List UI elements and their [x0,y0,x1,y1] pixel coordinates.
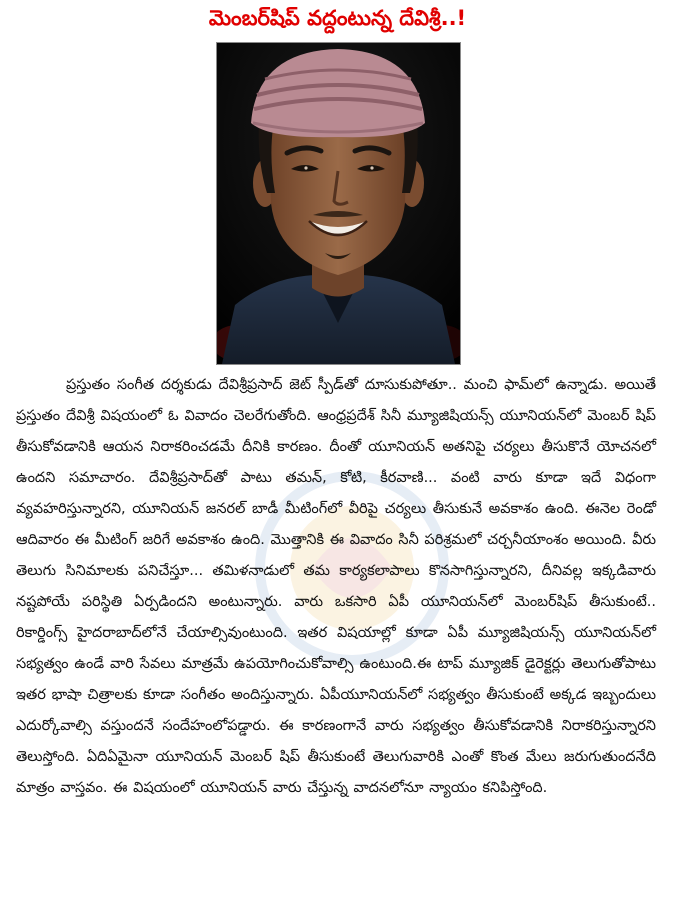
article-body: ప్రస్తుతం సంగీత దర్శకుడు దేవిశ్రీప్రసాద్ జెట్ స్పీడ్‌తో దూసుకుపోతూ.. మంచి ఫామ్‌లో ఉన్నాడు. అయితే ప్రస్తుతం దేవిశ్రీ విషయంలో ఓ వివాదం చెలరేగుతోంది. ఆంధ్రప్రదేశ్ సినీ మ్యూజిషియన్స్ యూనియన్‌లో మెంబర్ షిప్ తీసుకోవడానికి ఆయన నిరాకరించడమే దీనికి కారణం. దీంతో యూనియన్ అతనిపై చర్యలు తీసుకొనే యోచనలో ఉందని సమాచారం. దేవిశ్రీప్రసాద్‌తో పాటు తమన్, కోటి, కీరవాణి... వంటి వారు కూడా ఇదే విధంగా వ్యవహరిస్తున్నారని, యూనియన్ జనరల్ బాడీ మీటింగ్‌లో వీరిపై చర్యలు తీసుకునే అవకాశం ఉంది. ఈనెల రెండో ఆదివారం ఈ మీటింగ్ జరిగే అవకాశం ఉంది. మొత్తానికి ఈ వివాదం సినీ పరిశ్రమలో చర్చనీయాంశం అయింది. వీరు తెలుగు సినిమాలకు పనిచేస్తూ... తమిళనాడులో తమ కార్యకలాపాలు కొనసాగిస్తున్నారని, దీనివల్ల ఇక్కడివారు నష్టపోయే పరిస్థితి ఏర్పడిందని అంటున్నారు. వారు ఒకసారి ఏపీ యూనియన్‌లో మెంబర్‌షిప్ తీసుకుంటే.. రికార్డింగ్స్ హైదరాబాద్‌లోనే చేయాల్సివుంటుంది. ఇతర విషయాల్లో కూడా ఏపీ మ్యూజిషియన్స్ యూనియన్‌లో సభ్యత్వం ఉండే వారి సేవలు మాత్రమే ఉపయోగించుకోవాల్సి ఉంటుంది.ఈ టాప్ మ్యూజిక్ డైరెక్టర్లు తెలుగుతోపాటు ఇతర భాషా చిత్రాలకు కూడా సంగీతం అందిస్తున్నారు. ఏపీయూనియన్‌లో సభ్యత్వం తీసుకుంటే అక్కడ ఇబ్బందులు ఎదుర్కోవాల్సి వస్తుందనే సందేహంలోపడ్డారు. ఈ కారణంగానే వారు సభ్యత్వం తీసుకోవడానికి నిరాకరిస్తున్నారని తెలుస్తోంది. ఏదిఏమైనా యూనియన్ మెంబర్ షిప్ తీసుకుంటే తెలుగువారికి ఎంతో కొంత మేలు జరుగుతుందనేది మాత్రం వాస్తవం. ఈ విషయంలో యూనియన్ వారు చేస్తున్న వాదనలోనూ న్యాయం కనిపిస్తోంది. [16,377,656,796]
article-headline: మెంబర్‌షిప్ వద్దంటున్న దేవిశ్రీ..! [208,6,467,30]
article-photo [216,42,461,365]
portrait-image [217,43,460,364]
